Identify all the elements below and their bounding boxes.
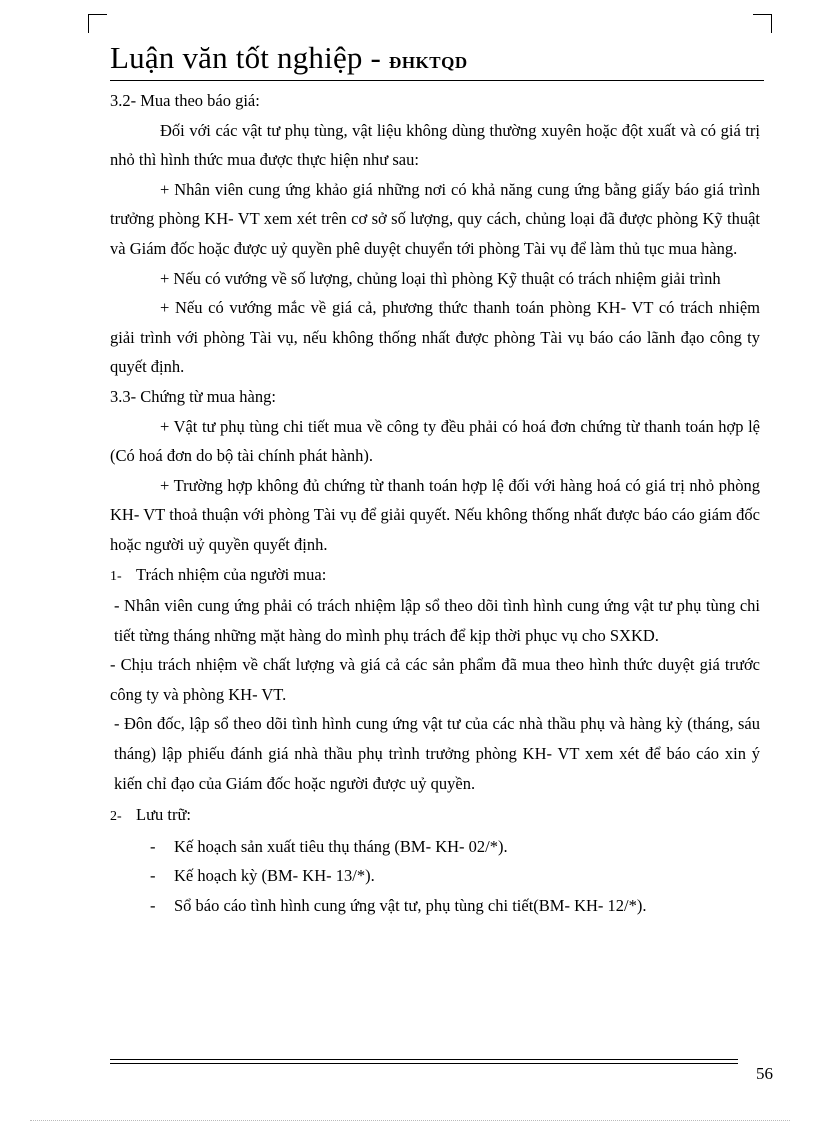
- storage-item-text: Sổ báo cáo tình hình cung ứng vật tư, phụ tùng chi tiết(BM- KH- 12/*).: [174, 896, 647, 916]
- section-2-number: 2-: [110, 809, 122, 825]
- section-3-2-heading: 3.2- Mua theo báo giá:: [110, 91, 260, 110]
- section-3-2-item-3: + Nếu có vướng mắc về giá cả, phương thức thanh toán phòng KH- VT có trách nhiệm giải trình với phòng Tài vụ, nếu không thống nhất được phòng Tài vụ báo cáo lãnh đạo công ty quyết định.: [110, 298, 760, 377]
- section-1-item-2: - Chịu trách nhiệm về chất lượng và giá cả các sản phẩm đã mua theo hình thức duyệt giá trước công ty và phòng KH- VT.: [110, 655, 760, 704]
- header-title-line: [110, 38, 764, 83]
- page-number: 56: [756, 1064, 773, 1083]
- header-subtitle: ĐHKTQD: [389, 53, 468, 72]
- header-rule: [110, 80, 764, 81]
- section-3-3-heading: 3.3- Chứng từ mua hàng:: [110, 386, 276, 406]
- section-3-2-intro: Đối với các vật tư phụ tùng, vật liệu không dùng thường xuyên hoặc đột xuất và có giá trị nhỏ thì hình thức mua được thực hiện như sau:: [110, 120, 760, 170]
- section-1-item-3: - Đôn đốc, lập sổ theo dõi tình hình cung ứng vật tư của các nhà thầu phụ và hàng kỳ (tháng, sáu tháng) lập phiếu đánh giá nhà thầu phụ trình trưởng phòng KH- VT xem xét để báo cáo xin ý kiến chỉ đạo của Giám đốc hoặc người được uỷ quyền.: [114, 714, 760, 793]
- page-header: [110, 38, 764, 82]
- section-1-title: Trách nhiệm của người mua:: [136, 564, 327, 584]
- section-2-heading: [110, 800, 760, 832]
- section-3-3-item-2: + Trường hợp không đủ chứng từ thanh toán hợp lệ đối với hàng hoá có giá trị nhỏ phòng KH- VT thoả thuận với phòng Tài vụ để giải quyết. Nếu không thống nhất được báo cáo giám đốc hoặc người uỷ quyền quyết định.: [110, 475, 760, 554]
- section-1-item-1: - Nhân viên cung ứng phải có trách nhiệm lập sổ theo dõi tình hình cung ứng vật tư phụ tùng chi tiết từng tháng những mặt hàng do mình phụ trách để kịp thời phục vụ cho SXKD.: [114, 596, 760, 645]
- section-2-title: Lưu trữ:: [136, 805, 192, 825]
- header-title: Luận văn tốt nghiệp: [110, 40, 363, 75]
- header-separator: -: [362, 40, 390, 75]
- bullet-dash: -: [150, 836, 156, 856]
- bullet-dash: -: [150, 896, 156, 916]
- bullet-dash: -: [150, 866, 156, 886]
- page-bottom-edge: [30, 1120, 790, 1121]
- storage-item: [110, 832, 760, 862]
- crop-mark-top-right: [753, 14, 772, 33]
- storage-item: [110, 861, 760, 891]
- section-3-2-item-2: + Nếu có vướng về số lượng, chủng loại thì phòng Kỹ thuật có trách nhiệm giải trình: [160, 268, 721, 288]
- storage-item-text: Kế hoạch kỳ (BM- KH- 13/*).: [174, 866, 375, 886]
- storage-item: [110, 891, 760, 921]
- footer-rule: [110, 1059, 738, 1060]
- section-3-2-item-1: + Nhân viên cung ứng khảo giá những nơi có khả năng cung ứng bằng giấy báo giá trình trưởng phòng KH- VT xem xét trên cơ sở số lượng, quy cách, chủng loại đã được phòng Kỹ thuật và Giám đốc hoặc được uỷ quyền phê duyệt chuyển tới phòng Tài vụ để làm thủ tục mua hàng.: [110, 179, 760, 258]
- section-3-3-item-1: + Vật tư phụ tùng chi tiết mua về công ty đều phải có hoá đơn chứng từ thanh toán hợp lệ (Có hoá đơn do bộ tài chính phát hành).: [110, 416, 760, 466]
- storage-item-text: Kế hoạch sản xuất tiêu thụ tháng (BM- KH- 02/*).: [174, 836, 508, 856]
- section-1-heading: [110, 560, 760, 592]
- crop-mark-top-left: [88, 14, 107, 33]
- footer-rule-thin: [110, 1063, 738, 1064]
- document-body: [110, 86, 760, 921]
- section-1-number: 1-: [110, 568, 122, 584]
